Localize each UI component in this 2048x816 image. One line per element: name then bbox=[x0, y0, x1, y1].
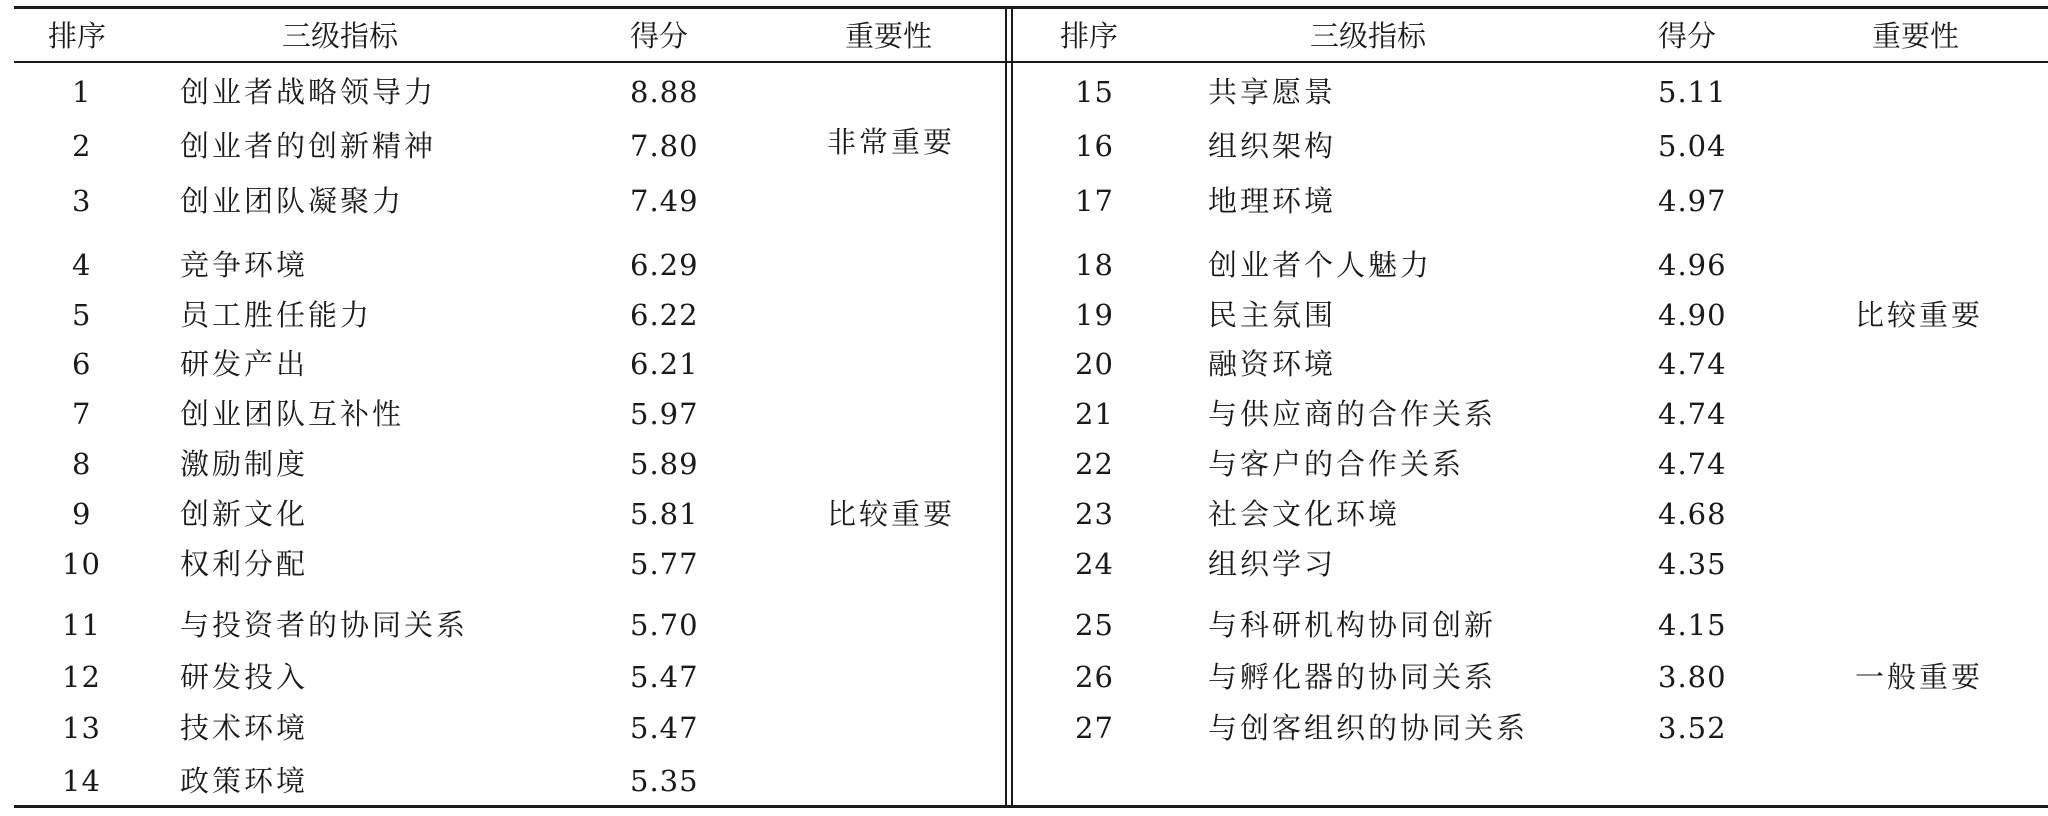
indicator-cell: 研发投入 bbox=[180, 660, 309, 694]
score-cell: 4.35 bbox=[1658, 547, 1727, 581]
indicator-cell: 社会文化环境 bbox=[1208, 497, 1401, 531]
table-bottom-rule bbox=[14, 805, 2048, 808]
score-cell: 5.47 bbox=[630, 711, 699, 745]
indicator-cell: 政策环境 bbox=[180, 764, 309, 798]
rank-cell: 10 bbox=[62, 547, 101, 581]
score-cell: 4.74 bbox=[1658, 447, 1727, 481]
indicator-cell: 与供应商的合作关系 bbox=[1208, 397, 1497, 431]
rank-cell: 18 bbox=[1075, 248, 1114, 282]
indicator-cell: 创业者个人魅力 bbox=[1208, 248, 1433, 282]
rank-cell: 23 bbox=[1075, 497, 1114, 531]
rank-cell: 27 bbox=[1075, 711, 1114, 745]
score-cell: 5.35 bbox=[630, 764, 699, 798]
indicator-cell: 权利分配 bbox=[180, 547, 309, 581]
rank-cell: 22 bbox=[1075, 447, 1114, 481]
score-cell: 5.77 bbox=[630, 547, 699, 581]
rank-cell: 19 bbox=[1075, 298, 1114, 332]
rank-cell: 21 bbox=[1075, 397, 1114, 431]
indicator-cell: 创新文化 bbox=[180, 497, 309, 531]
indicator-cell: 融资环境 bbox=[1208, 347, 1337, 381]
indicator-cell: 激励制度 bbox=[180, 447, 309, 481]
indicator-cell: 研发产出 bbox=[180, 347, 309, 381]
indicator-cell: 地理环境 bbox=[1208, 184, 1337, 218]
rank-cell: 4 bbox=[72, 248, 92, 282]
indicator-cell: 与孵化器的协同关系 bbox=[1208, 660, 1497, 694]
importance-very-important: 非常重要 bbox=[827, 125, 956, 159]
score-cell: 5.97 bbox=[630, 397, 699, 431]
indicator-cell: 组织架构 bbox=[1208, 129, 1337, 163]
rank-cell: 14 bbox=[62, 764, 101, 798]
score-cell: 4.74 bbox=[1658, 397, 1727, 431]
score-cell: 4.15 bbox=[1658, 608, 1727, 642]
score-cell: 5.89 bbox=[630, 447, 699, 481]
score-cell: 5.04 bbox=[1658, 129, 1727, 163]
score-cell: 5.11 bbox=[1658, 75, 1727, 109]
header-rank-left: 排序 bbox=[48, 19, 107, 53]
header-score-right: 得分 bbox=[1658, 19, 1717, 53]
rank-cell: 5 bbox=[72, 298, 92, 332]
score-cell: 5.70 bbox=[630, 608, 699, 642]
indicator-cell: 竞争环境 bbox=[180, 248, 309, 282]
header-rank-right: 排序 bbox=[1060, 19, 1119, 53]
rank-cell: 8 bbox=[72, 447, 92, 481]
indicator-cell: 共享愿景 bbox=[1208, 75, 1337, 109]
column-divider-left bbox=[1005, 6, 1007, 808]
score-cell: 4.97 bbox=[1658, 184, 1727, 218]
score-cell: 6.21 bbox=[630, 347, 699, 381]
header-bottom-rule bbox=[14, 61, 2048, 63]
indicator-cell: 与客户的合作关系 bbox=[1208, 447, 1465, 481]
rank-cell: 6 bbox=[72, 347, 92, 381]
rank-cell: 3 bbox=[72, 184, 92, 218]
indicator-cell: 技术环境 bbox=[180, 711, 309, 745]
score-cell: 6.29 bbox=[630, 248, 699, 282]
table-top-rule bbox=[14, 6, 2048, 9]
score-cell: 7.80 bbox=[630, 129, 699, 163]
header-score-left: 得分 bbox=[630, 19, 689, 53]
header-indicator-left: 三级指标 bbox=[282, 19, 399, 53]
score-cell: 4.90 bbox=[1658, 298, 1727, 332]
importance-relatively-important-left: 比较重要 bbox=[827, 497, 956, 531]
score-cell: 4.68 bbox=[1658, 497, 1727, 531]
indicator-cell: 创业团队互补性 bbox=[180, 397, 405, 431]
header-importance-right: 重要性 bbox=[1872, 19, 1960, 53]
indicator-cell: 创业团队凝聚力 bbox=[180, 184, 405, 218]
indicator-cell: 员工胜任能力 bbox=[180, 298, 373, 332]
score-cell: 5.81 bbox=[630, 497, 699, 531]
indicator-cell: 组织学习 bbox=[1208, 547, 1337, 581]
rank-cell: 26 bbox=[1075, 660, 1114, 694]
header-importance-left: 重要性 bbox=[845, 19, 933, 53]
rank-cell: 12 bbox=[62, 660, 101, 694]
score-cell: 4.74 bbox=[1658, 347, 1727, 381]
indicator-cell: 创业者的创新精神 bbox=[180, 129, 437, 163]
score-cell: 4.96 bbox=[1658, 248, 1727, 282]
rank-cell: 1 bbox=[72, 75, 92, 109]
rank-cell: 11 bbox=[62, 608, 101, 642]
rank-cell: 24 bbox=[1075, 547, 1114, 581]
rank-cell: 13 bbox=[62, 711, 101, 745]
column-divider-right bbox=[1011, 6, 1013, 808]
rank-cell: 7 bbox=[72, 397, 92, 431]
indicator-cell: 与科研机构协同创新 bbox=[1208, 608, 1497, 642]
rank-cell: 17 bbox=[1075, 184, 1114, 218]
importance-relatively-important-right: 比较重要 bbox=[1855, 298, 1984, 332]
indicator-cell: 民主氛围 bbox=[1208, 298, 1337, 332]
rank-cell: 2 bbox=[72, 129, 92, 163]
indicator-cell: 创业者战略领导力 bbox=[180, 75, 437, 109]
rank-cell: 9 bbox=[72, 497, 92, 531]
score-cell: 6.22 bbox=[630, 298, 699, 332]
rank-cell: 15 bbox=[1075, 75, 1114, 109]
rank-cell: 16 bbox=[1075, 129, 1114, 163]
indicator-cell: 与创客组织的协同关系 bbox=[1208, 711, 1529, 745]
importance-general: 一般重要 bbox=[1855, 660, 1984, 694]
score-cell: 3.80 bbox=[1658, 660, 1727, 694]
score-cell: 7.49 bbox=[630, 184, 699, 218]
header-indicator-right: 三级指标 bbox=[1310, 19, 1427, 53]
rank-cell: 25 bbox=[1075, 608, 1114, 642]
indicator-cell: 与投资者的协同关系 bbox=[180, 608, 469, 642]
score-cell: 3.52 bbox=[1658, 711, 1727, 745]
rank-cell: 20 bbox=[1075, 347, 1114, 381]
score-cell: 8.88 bbox=[630, 75, 699, 109]
score-cell: 5.47 bbox=[630, 660, 699, 694]
